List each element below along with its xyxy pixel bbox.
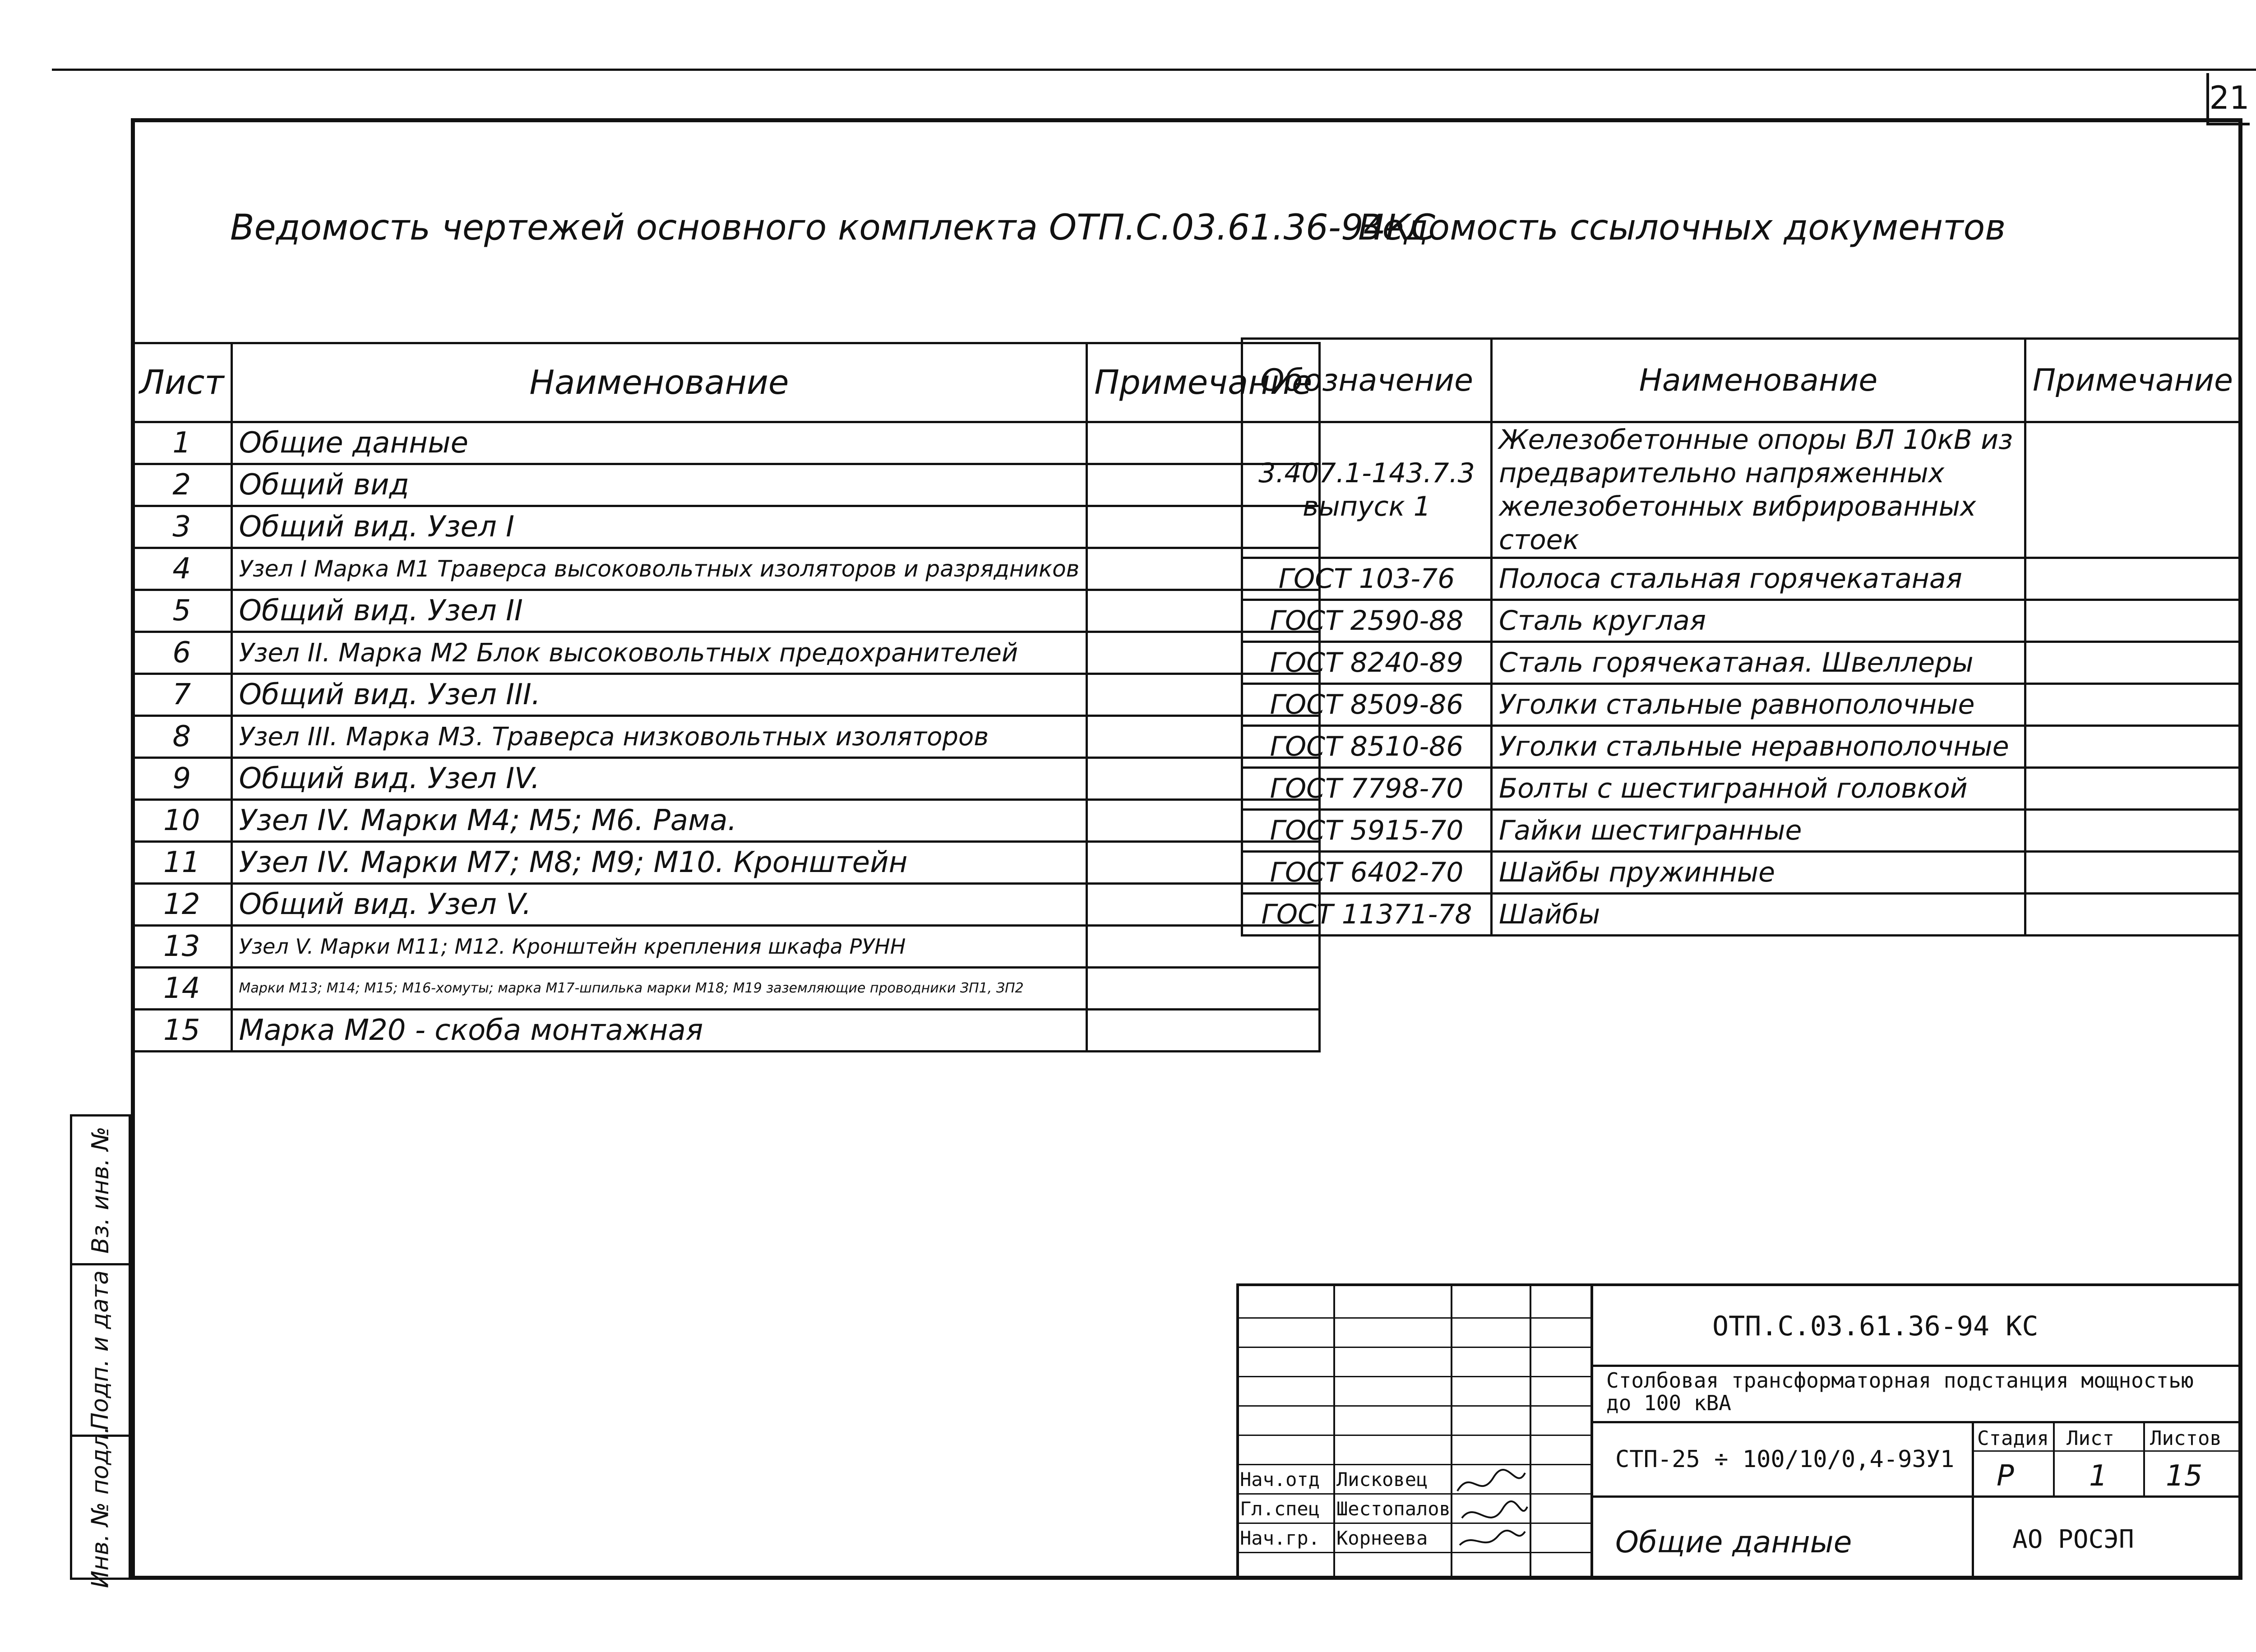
row-name: Уголки стальные равнополочные bbox=[1492, 684, 2025, 726]
signer-name: Шестопалов bbox=[1336, 1498, 1451, 1520]
reference-docs-title: Ведомость ссылочных документов bbox=[1358, 208, 2006, 248]
top-border-line bbox=[52, 69, 2256, 71]
row-note bbox=[2025, 422, 2241, 558]
table-row bbox=[132, 1010, 1320, 1052]
row-designation: ГОСТ 11371-78 bbox=[1242, 894, 1492, 936]
row-num: 6 bbox=[132, 632, 232, 674]
row-name: Железобетонные опоры ВЛ 10кВ из предварительно напряженных железобетонных вибрированных стоек bbox=[1492, 422, 2025, 558]
table-row bbox=[132, 926, 1320, 968]
row-name: Гайки шестигранные bbox=[1492, 810, 2025, 852]
row-designation: ГОСТ 5915-70 bbox=[1242, 810, 1492, 852]
table-row bbox=[132, 758, 1320, 800]
signer-name: Корнеева bbox=[1336, 1527, 1428, 1549]
row-name: Узел V. Марки М11; М12. Кронштейн крепления шкафа РУНН bbox=[231, 926, 1087, 968]
table-row bbox=[1242, 600, 2241, 642]
header-name: Наименование bbox=[231, 343, 1087, 422]
row-num: 8 bbox=[132, 716, 232, 758]
sidebar-cell-inventory-check: Вз. инв. № bbox=[72, 1117, 129, 1265]
signer-role: Гл.спец bbox=[1240, 1498, 1320, 1520]
row-note bbox=[2025, 810, 2241, 852]
table-row bbox=[132, 716, 1320, 758]
row-num: 7 bbox=[132, 674, 232, 716]
signer-role: Нач.гр. bbox=[1240, 1527, 1320, 1549]
row-name: Общий вид bbox=[231, 464, 1087, 506]
row-note bbox=[2025, 558, 2241, 600]
row-name: Общие данные bbox=[231, 422, 1087, 464]
row-num: 10 bbox=[132, 800, 232, 842]
table-row bbox=[132, 422, 1320, 464]
table-row bbox=[132, 674, 1320, 716]
header-note: Примечание bbox=[2025, 339, 2241, 422]
row-designation: 3.407.1-143.7.3 выпуск 1 bbox=[1242, 422, 1492, 558]
table-row bbox=[1242, 558, 2241, 600]
row-note bbox=[2025, 726, 2241, 768]
row-num: 15 bbox=[132, 1010, 232, 1052]
signer-name: Лисковец bbox=[1336, 1468, 1428, 1490]
row-designation: ГОСТ 8509-86 bbox=[1242, 684, 1492, 726]
table-row bbox=[132, 506, 1320, 548]
row-designation: ГОСТ 8510-86 bbox=[1242, 726, 1492, 768]
row-designation: ГОСТ 2590-88 bbox=[1242, 600, 1492, 642]
table-row bbox=[132, 548, 1320, 590]
approval-sidebar bbox=[70, 1114, 131, 1588]
table-header-row bbox=[1242, 339, 2241, 422]
row-name: Общий вид. Узел I bbox=[231, 506, 1087, 548]
row-num: 13 bbox=[132, 926, 232, 968]
row-note bbox=[2025, 684, 2241, 726]
row-name: Марка М20 - скоба монтажная bbox=[231, 1010, 1087, 1052]
row-note bbox=[1087, 1010, 1320, 1052]
sheets-label: Листов bbox=[2150, 1427, 2222, 1450]
row-designation: ГОСТ 103-76 bbox=[1242, 558, 1492, 600]
row-name: Болты с шестигранной головкой bbox=[1492, 768, 2025, 810]
table-row bbox=[132, 968, 1320, 1010]
row-name: Узел IV. Марки М4; М5; М6. Рама. bbox=[231, 800, 1087, 842]
sheet-value: 1 bbox=[2089, 1459, 2108, 1493]
table-header-row bbox=[132, 343, 1320, 422]
sidebar-cell-original-inventory: Инв. № подл. bbox=[87, 1426, 114, 1588]
page-number: 21 bbox=[2206, 73, 2250, 125]
header-sheet: Лист bbox=[132, 343, 232, 422]
row-name: Общий вид. Узел II bbox=[231, 590, 1087, 632]
row-num: 14 bbox=[132, 968, 232, 1010]
signer-role: Нач.отд bbox=[1240, 1468, 1320, 1490]
stage-value: Р bbox=[1997, 1459, 2014, 1493]
drawings-list-title: Ведомость чертежей основного комплекта ОТП.С.03.61.36-94КС bbox=[230, 208, 1436, 248]
row-note bbox=[2025, 600, 2241, 642]
row-designation: ГОСТ 6402-70 bbox=[1242, 852, 1492, 894]
header-designation: Обозначение bbox=[1242, 339, 1492, 422]
object-name: Столбовая трансформаторная подстанция мощностью до 100 кВА bbox=[1606, 1368, 2194, 1415]
row-name: Общий вид. Узел IV. bbox=[231, 758, 1087, 800]
header-note: Примечание bbox=[1087, 343, 1320, 422]
reference-docs-table bbox=[1241, 337, 2242, 937]
row-num: 12 bbox=[132, 884, 232, 926]
row-name: Уголки стальные неравнополочные bbox=[1492, 726, 2025, 768]
row-name: Полоса стальная горячекатаная bbox=[1492, 558, 2025, 600]
table-row bbox=[132, 590, 1320, 632]
organization-name: АО РОСЭП bbox=[2012, 1525, 2134, 1554]
row-num: 5 bbox=[132, 590, 232, 632]
table-row bbox=[132, 884, 1320, 926]
row-designation: ГОСТ 8240-89 bbox=[1242, 642, 1492, 684]
row-name: Шайбы bbox=[1492, 894, 2025, 936]
row-num: 4 bbox=[132, 548, 232, 590]
row-num: 11 bbox=[132, 842, 232, 884]
stage-label: Стадия bbox=[1977, 1427, 2049, 1450]
row-num: 9 bbox=[132, 758, 232, 800]
table-row bbox=[132, 632, 1320, 674]
row-num: 3 bbox=[132, 506, 232, 548]
signature-marks bbox=[1453, 1464, 1530, 1552]
row-name: Общий вид. Узел III. bbox=[231, 674, 1087, 716]
row-name: Сталь горячекатаная. Швеллеры bbox=[1492, 642, 2025, 684]
row-note bbox=[2025, 642, 2241, 684]
row-name: Узел IV. Марки М7; М8; М9; М10. Кронштейн bbox=[231, 842, 1087, 884]
row-name: Узел III. Марка М3. Траверса низковольтных изоляторов bbox=[231, 716, 1087, 758]
table-row bbox=[1242, 684, 2241, 726]
table-row bbox=[1242, 642, 2241, 684]
table-row bbox=[1242, 768, 2241, 810]
drawing-name: Общие данные bbox=[1615, 1525, 1852, 1560]
row-name: Сталь круглая bbox=[1492, 600, 2025, 642]
row-note bbox=[1087, 968, 1320, 1010]
table-row bbox=[132, 842, 1320, 884]
table-row bbox=[1242, 894, 2241, 936]
row-note bbox=[2025, 768, 2241, 810]
row-name: Узел I Марка М1 Траверса высоковольтных изоляторов и разрядников bbox=[231, 548, 1087, 590]
row-name: Узел II. Марка М2 Блок высоковольтных предохранителей bbox=[231, 632, 1087, 674]
table-row bbox=[1242, 422, 2241, 558]
sheet-label: Лист bbox=[2066, 1427, 2114, 1450]
drawings-list-table bbox=[131, 342, 1321, 1052]
row-designation: ГОСТ 7798-70 bbox=[1242, 768, 1492, 810]
row-num: 2 bbox=[132, 464, 232, 506]
header-name: Наименование bbox=[1492, 339, 2025, 422]
sidebar-cell-signature-date: Подп. и дата bbox=[72, 1265, 129, 1437]
row-note bbox=[2025, 852, 2241, 894]
row-num: 1 bbox=[132, 422, 232, 464]
sheets-value: 15 bbox=[2166, 1459, 2203, 1493]
document-code: ОТП.С.03.61.36-94 КС bbox=[1712, 1311, 2039, 1342]
product-code: СТП-25 ÷ 100/10/0,4-93У1 bbox=[1615, 1446, 1955, 1473]
title-block bbox=[1236, 1283, 2242, 1580]
row-name: Марки М13; М14; М15; М16-хомуты; марка М17-шпилька марки М18; М19 заземляющие проводники ЗП1, ЗП2 bbox=[231, 968, 1087, 1010]
table-row bbox=[1242, 852, 2241, 894]
row-note bbox=[2025, 894, 2241, 936]
table-row bbox=[1242, 726, 2241, 768]
table-row bbox=[1242, 810, 2241, 852]
table-row bbox=[132, 464, 1320, 506]
row-name: Шайбы пружинные bbox=[1492, 852, 2025, 894]
row-name: Общий вид. Узел V. bbox=[231, 884, 1087, 926]
table-row bbox=[132, 800, 1320, 842]
